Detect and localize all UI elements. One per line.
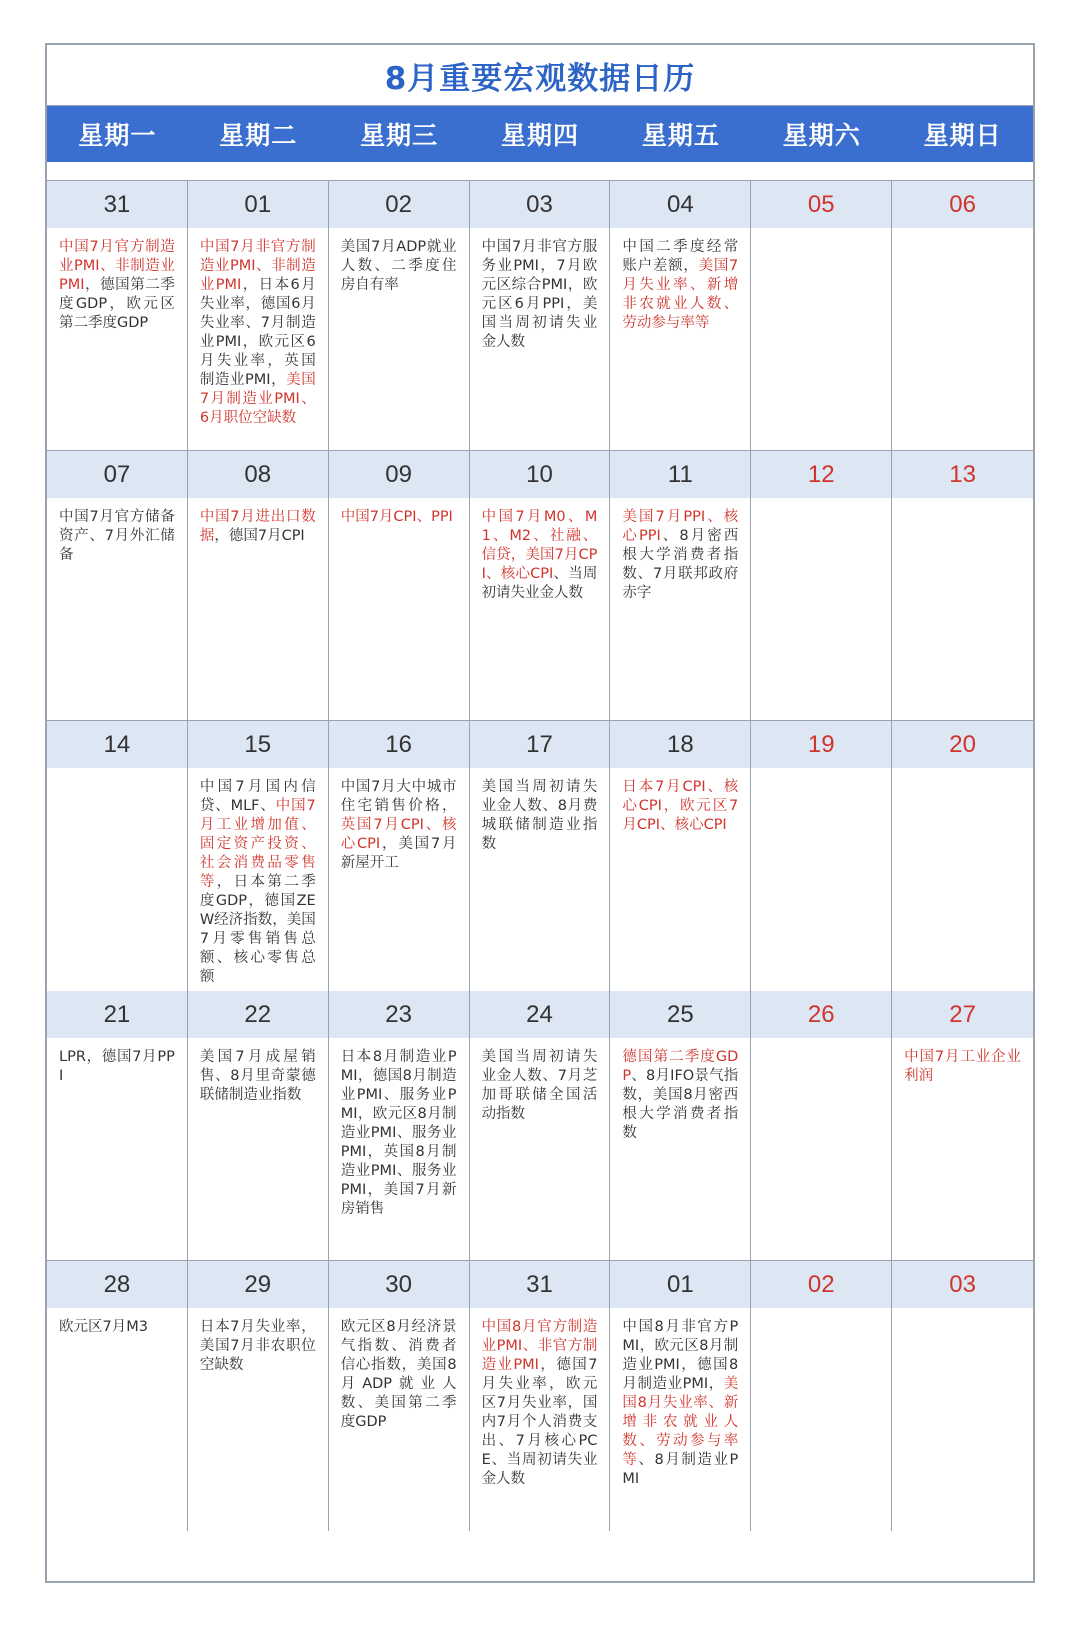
event-text-highlight: 美国8月失业率、新增非农就业人数、劳动参与率等 <box>622 1376 739 1468</box>
event-text: 中国7月官方储备资产、7月外汇储备 <box>59 509 175 563</box>
week-row <box>47 181 1033 451</box>
day-events <box>470 1038 610 1130</box>
event-text: 中国7月国内信贷、MLF、 <box>199 779 316 814</box>
day-events <box>470 768 610 860</box>
event-text: 美国当周初请失业金人数、8月费城联储制造业指数 <box>481 779 598 852</box>
weekday-wednesday: 星期三 <box>360 121 439 150</box>
day-number: 22 <box>188 991 328 1038</box>
day-cell <box>188 991 329 1261</box>
day-cell <box>751 181 892 451</box>
day-events <box>751 1038 891 1054</box>
day-events <box>329 1038 469 1225</box>
day-events <box>751 768 891 784</box>
calendar-weeks <box>47 181 1033 1531</box>
day-events <box>892 1308 1033 1324</box>
event-text: 中国7月大中城市住宅销售价格， <box>340 779 457 814</box>
day-number: 24 <box>470 991 610 1038</box>
day-number: 21 <box>47 991 187 1038</box>
day-cell <box>751 451 892 721</box>
event-text: ，德国第二季度GDP，欧元区第二季度GDP <box>59 277 175 331</box>
day-number: 17 <box>470 721 610 768</box>
event-text: 美国当周初请失业金人数、7月芝加哥联储全国活动指数 <box>481 1049 598 1122</box>
day-events <box>188 228 328 434</box>
day-number: 16 <box>329 721 469 768</box>
day-number: 28 <box>47 1261 187 1308</box>
day-events <box>188 1038 328 1111</box>
day-number: 19 <box>751 721 891 768</box>
event-text: 中国二季度经常账户差额， <box>622 239 739 274</box>
day-events <box>610 768 750 841</box>
day-cell <box>188 1261 329 1531</box>
event-text-highlight: 美国7月制造业PMI、6月职位空缺数 <box>199 372 316 426</box>
day-cell <box>470 1261 611 1531</box>
day-cell <box>47 991 188 1261</box>
day-events <box>188 768 328 993</box>
calendar-frame <box>45 43 1035 1583</box>
day-number: 20 <box>892 721 1033 768</box>
event-text: ，日本第二季度GDP，德国ZEW经济指数，美国7月零售销售总额、核心零售总额 <box>199 874 316 985</box>
day-cell <box>470 451 611 721</box>
weekday-monday: 星期一 <box>78 121 157 150</box>
event-text: ，日本6月失业率，德国6月失业率、7月制造业PMI，欧元区6月失业率，英国制造业PMI， <box>199 277 316 388</box>
day-events <box>329 228 469 301</box>
day-cell <box>47 1261 188 1531</box>
day-number: 09 <box>329 451 469 498</box>
day-cell <box>329 451 470 721</box>
day-number: 10 <box>470 451 610 498</box>
week-row <box>47 451 1033 721</box>
day-cell <box>751 1261 892 1531</box>
event-text: 、当周初请失业金人数 <box>481 566 598 601</box>
day-cell <box>610 991 751 1261</box>
day-events <box>329 768 469 879</box>
day-number: 14 <box>47 721 187 768</box>
event-text-highlight: 中国7月非官方制造业PMI、非制造业PMI <box>199 239 316 293</box>
event-text: 欧元区8月经济景气指数、消费者信心指数，美国8月ADP就业人数、美国第二季度GDP <box>340 1319 457 1430</box>
day-events <box>188 1308 328 1381</box>
day-events <box>892 1038 1033 1092</box>
weekday-thursday: 星期四 <box>500 121 579 150</box>
day-number: 02 <box>329 181 469 228</box>
day-events <box>47 768 187 784</box>
day-cell <box>751 721 892 994</box>
day-cell <box>329 721 470 994</box>
day-number: 26 <box>751 991 891 1038</box>
day-cell <box>47 181 188 451</box>
event-text-highlight: 日本7月CPI、核心CPI，欧元区7月CPI、核心CPI <box>622 779 739 833</box>
day-cell <box>470 991 611 1261</box>
event-text: 、8月密西根大学消费者指数、7月联邦政府赤字 <box>622 528 739 601</box>
day-number: 31 <box>47 181 187 228</box>
day-cell <box>892 991 1033 1261</box>
day-events <box>610 498 750 609</box>
day-cell <box>610 181 751 451</box>
day-number: 01 <box>188 181 328 228</box>
day-events <box>47 1038 187 1092</box>
day-number: 30 <box>329 1261 469 1308</box>
day-events <box>470 498 610 609</box>
event-text-highlight: 中国7月官方制造业PMI、非制造业PMI <box>59 239 175 293</box>
weekday-tuesday: 星期二 <box>219 121 298 150</box>
day-events <box>47 1308 187 1343</box>
event-text-highlight: 中国7月工业增加值、固定资产投资、社会消费品零售等 <box>199 798 316 890</box>
day-events <box>47 498 187 571</box>
day-events <box>610 1038 750 1149</box>
day-events <box>329 1308 469 1438</box>
day-cell <box>188 451 329 721</box>
week-row <box>47 991 1033 1261</box>
day-number: 06 <box>892 181 1033 228</box>
event-text: 美国7月ADP就业人数、二季度住房自有率 <box>340 239 457 293</box>
event-text: ，美国7月新屋开工 <box>340 836 457 871</box>
day-events <box>751 498 891 514</box>
day-cell <box>892 721 1033 994</box>
day-cell <box>892 1261 1033 1531</box>
day-number: 04 <box>610 181 750 228</box>
event-text-highlight: 中国8月官方制造业PMI、非官方制造业PMI <box>481 1319 598 1373</box>
weekday-header-bar <box>47 106 1033 162</box>
day-number: 03 <box>892 1261 1033 1308</box>
day-number: 01 <box>610 1261 750 1308</box>
day-number: 18 <box>610 721 750 768</box>
day-cell <box>188 181 329 451</box>
event-text: 欧元区7月M3 <box>59 1319 148 1335</box>
day-number: 02 <box>751 1261 891 1308</box>
day-events <box>470 228 610 358</box>
day-events <box>610 1308 750 1495</box>
event-text: ，德国7月失业率，欧元区7月失业率，国内7月个人消费支出、7月核心PCE、当周初请失业金人数 <box>481 1357 598 1487</box>
day-events <box>188 498 328 552</box>
day-cell <box>47 721 188 994</box>
day-cell <box>892 181 1033 451</box>
day-number: 23 <box>329 991 469 1038</box>
day-cell <box>329 1261 470 1531</box>
event-text: 、8月制造业PMI <box>622 1452 739 1487</box>
day-events <box>329 498 469 533</box>
day-cell <box>329 181 470 451</box>
day-cell <box>329 991 470 1261</box>
weekday-sunday: 星期日 <box>923 121 1002 150</box>
event-text-highlight: 中国7月M0、M1、M2、社融、信贷，美国7月CPI、核心CPI <box>481 509 598 582</box>
day-cell <box>188 721 329 994</box>
day-number: 08 <box>188 451 328 498</box>
calendar-title: 8月重要宏观数据日历 <box>47 45 1033 106</box>
day-events <box>47 228 187 339</box>
day-events <box>892 498 1033 514</box>
event-text-highlight: 中国7月工业企业利润 <box>904 1049 1021 1084</box>
event-text-highlight: 德国第二季度GDP <box>622 1049 739 1084</box>
day-number: 11 <box>610 451 750 498</box>
event-text-highlight: 英国7月CPI、核心CPI <box>340 817 457 852</box>
day-cell <box>892 451 1033 721</box>
event-text: 中国7月非官方服务业PMI，7月欧元区综合PMI，欧元区6月PPI，美国当周初请失业金人数 <box>481 239 598 350</box>
weekday-friday: 星期五 <box>641 121 720 150</box>
day-number: 05 <box>751 181 891 228</box>
day-number: 15 <box>188 721 328 768</box>
day-cell <box>751 991 892 1261</box>
day-number: 29 <box>188 1261 328 1308</box>
event-text: LPR，德国7月PPI <box>59 1049 175 1084</box>
day-cell <box>610 451 751 721</box>
day-number: 27 <box>892 991 1033 1038</box>
day-cell <box>610 1261 751 1531</box>
header-spacer <box>47 162 1033 181</box>
day-events <box>751 1308 891 1324</box>
day-number: 31 <box>470 1261 610 1308</box>
event-text: ，德国7月CPI <box>214 528 305 544</box>
day-cell <box>470 181 611 451</box>
day-cell <box>47 451 188 721</box>
day-number: 12 <box>751 451 891 498</box>
day-number: 13 <box>892 451 1033 498</box>
event-text: 中国8月非官方PMI，欧元区8月制造业PMI，德国8月制造业PMI， <box>622 1319 739 1392</box>
day-number: 03 <box>470 181 610 228</box>
day-number: 07 <box>47 451 187 498</box>
day-cell <box>610 721 751 994</box>
day-events <box>751 228 891 244</box>
event-text-highlight: 美国7月失业率、新增非农就业人数、劳动参与率等 <box>622 258 739 331</box>
event-text: 日本7月失业率，美国7月非农职位空缺数 <box>199 1319 316 1373</box>
week-row <box>47 721 1033 991</box>
day-events <box>892 768 1033 784</box>
event-text-highlight: 中国7月进出口数据 <box>199 509 316 544</box>
day-number: 25 <box>610 991 750 1038</box>
event-text: 、8月IFO景气指数，美国8月密西根大学消费者指数 <box>622 1068 739 1141</box>
day-cell <box>470 721 611 994</box>
event-text-highlight: 中国7月CPI、PPI <box>340 509 453 525</box>
day-events <box>610 228 750 339</box>
day-events <box>892 228 1033 244</box>
week-row <box>47 1261 1033 1531</box>
day-events <box>470 1308 610 1495</box>
weekday-saturday: 星期六 <box>782 121 861 150</box>
event-text: 美国7月成屋销售、8月里奇蒙德联储制造业指数 <box>199 1049 316 1103</box>
event-text: 日本8月制造业PMI，德国8月制造业PMI、服务业PMI，欧元区8月制造业PMI、服务业PMI，英国8月制造业PMI、服务业PMI，美国7月新房销售 <box>340 1049 457 1217</box>
event-text-highlight: 美国7月PPI、核心PPI <box>622 509 739 544</box>
